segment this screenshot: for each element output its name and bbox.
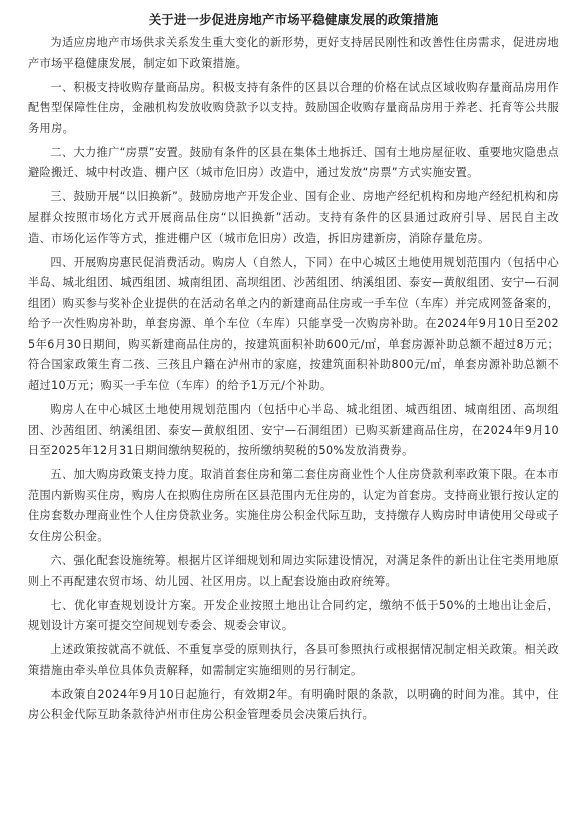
document-title: 关于进一步促进房地产市场平稳健康发展的政策措施 (148, 12, 439, 27)
measure-6-paragraph: 六、强化配套设施统筹。根据片区详细规划和周边实际建设情况，对满足条件的新出让住宅类用地原则上不再配建农贸市场、幼儿园、社区用房。以上配套设施由政府统筹。 (28, 553, 559, 588)
effective-date-paragraph: 本政策自2024年9月10日起施行，有效期2年。有明确时限的条款，以明确的时间为准。其中，住房公积金代际互助条款待泸州市住房公积金管理委员会决策后执行。 (28, 687, 559, 722)
measure-4-voucher-paragraph: 购房人在中心城区土地使用规划范围内（包括中心半岛、城北组团、城西组团、城南组团、高坝组团、沙茜组团、纳溪组团、泰安—黄舣组团、安宁—石洞组团）已购买新建商品住房，在2024年9月10日至2025年12月31日期间缴纳契税的，按所缴纳契税的50%发放消费券。 (28, 403, 559, 458)
measure-2-paragraph: 二、大力推广“房票”安置。鼓励有条件的区县在集体土地拆迁、国有土地房屋征收、重要地灾隐患点避险搬迁、城中村改造、棚户区（城市危旧房）改造中，通过发放“房票”方式实施安置。 (28, 145, 559, 180)
measure-3-paragraph: 三、鼓励开展“以旧换新”。鼓励房地产开发企业、国有企业、房地产经纪机构和房地产经纪机构和房屋群众按照市场化方式开展商品住房“以旧换新”活动。支持有条件的区县通过政府引导、居民自主改造、市场化运作等方式，推进棚户区（城市危旧房）改造，拆旧房建新房，消除存量危房。 (28, 190, 559, 245)
measure-4-paragraph: 四、开展购房惠民促消费活动。购房人（自然人，下同）在中心城区土地使用规划范围内（包括中心半岛、城北组团、城西组团、城南组团、高坝组团、沙茜组团、纳溪组团、泰安—黄舣组团、安宁—石洞组团）购买参与奖补企业提供的在活动名单之内的新建商品住房或一手车位（车库）并完成网签备案的，给予一次性购房补助，单套房源、单个车位（车库）只能享受一次购房补助。在2024年9月10日至2025年6月30日期间，购买新建商品住房的，按建筑面积补助600元/㎡，单套房源补助总额不超过8万元；符合国家政策生育二孩、三孩且户籍在泸州市的家庭，按建筑面积补助800元/㎡，单套房源补助总额不超过10万元；购买一手车位（车库）的给予1万元/个补助。 (28, 255, 559, 393)
measure-5-paragraph: 五、加大购房政策支持力度。取消首套住房和第二套住房商业性个人住房贷款利率政策下限。在本市范围内新购买住房，购房人在拟购住房所在区县范围内无住房的，认定为首套房。支持商业银行按认定的住房套数办理商业性个人住房贷款业务。实施住房公积金代际互助，支持缴存人购房时申请使用父母或子女住房公积金。 (28, 468, 559, 543)
measure-1-paragraph: 一、积极支持收购存量商品房。积极支持有条件的区县以合理的价格在试点区域收购存量商品房用作配售型保障性住房，金融机构发放收购贷款予以支持。鼓励国企收购存量商品房用于养老、托育等公共服务用房。 (28, 80, 559, 135)
intro-paragraph: 为适应房地产市场供求关系发生重大变化的新形势，更好支持居民刚性和改善性住房需求，促进房地产市场平稳健康发展，制定如下政策措施。 (28, 36, 559, 70)
implementation-paragraph: 上述政策按就高不就低、不重复享受的原则执行，各县可参照执行或根据情况制定相关政策。相关政策措施由牵头单位具体负责解释，如需制定实施细则的另行制定。 (28, 643, 559, 677)
measure-7-paragraph: 七、优化审查规划设计方案。开发企业按照土地出让合同约定，缴纳不低于50%的土地出让金后，规划设计方案可提交空间规划专委会、规委会审议。 (28, 598, 559, 633)
